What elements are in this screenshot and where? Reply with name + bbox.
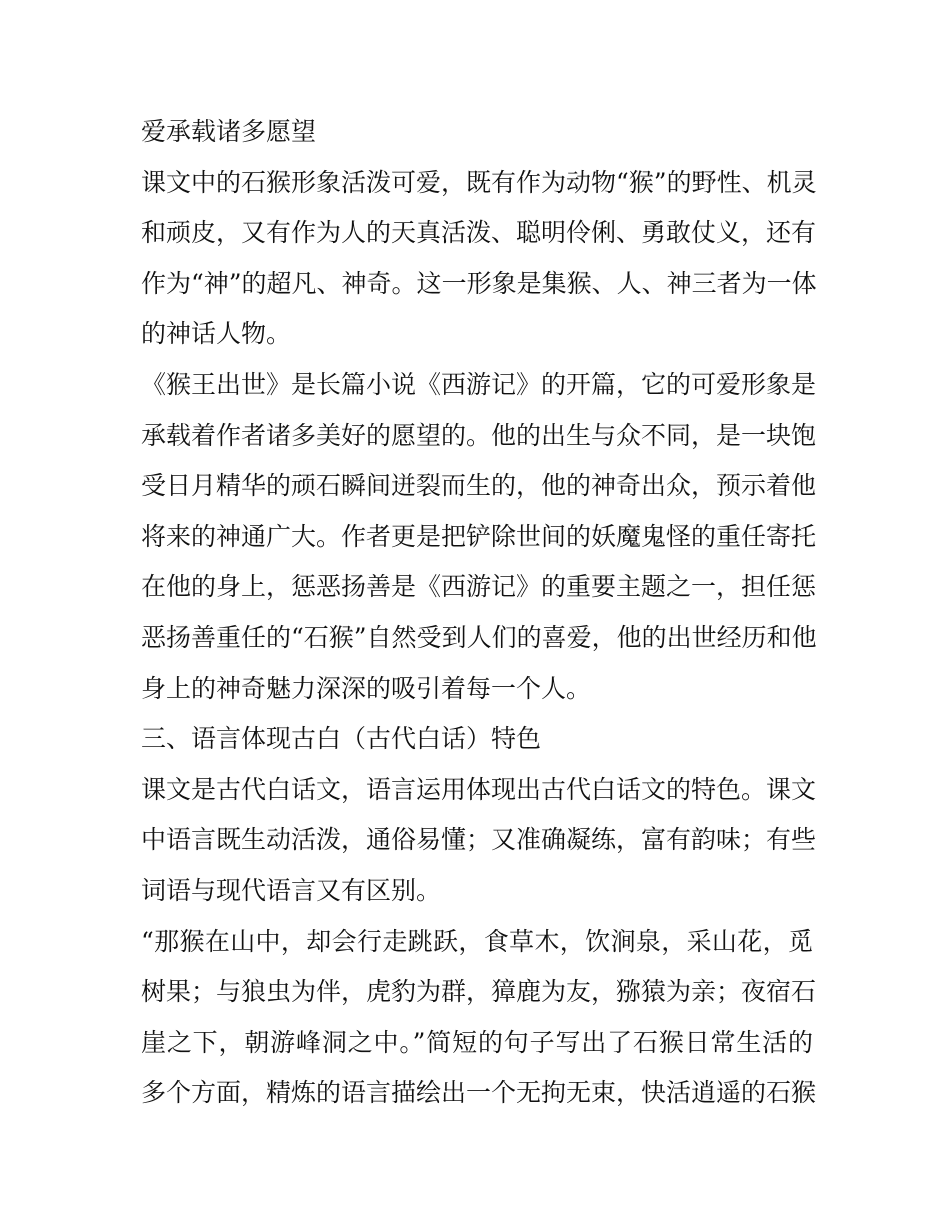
- text-line: “那猴在山中，却会行走跳跃，食草木，饮涧泉，采山花，觅: [141, 926, 813, 956]
- text-line: 在他的身上，惩恶扬善是《西游记》的重要主题之一，担任惩: [141, 572, 817, 602]
- text-line: 的神话人物。: [141, 319, 292, 349]
- text-line: 和顽皮，又有作为人的天真活泼、聪明伶俐、勇敢仗义，还有: [141, 218, 817, 248]
- text-line: 爱承载诸多愿望: [141, 117, 317, 146]
- text-line: 课文是古代白话文，语言运用体现出古代白话文的特色。课文: [141, 774, 817, 804]
- text-line: 承载着作者诸多美好的愿望的。他的出生与众不同，是一块饱: [141, 420, 817, 450]
- text-line: 恶扬善重任的“石猴”自然受到人们的喜爱，他的出世经历和他: [141, 622, 817, 652]
- text-line: 多个方面，精炼的语言描绘出一个无拘无束，快活逍遥的石猴: [141, 1078, 817, 1108]
- text-line: 树果；与狼虫为伴，虎豹为群，獐鹿为友，猕猿为亲；夜宿石: [141, 977, 817, 1007]
- text-line: 身上的神奇魅力深深的吸引着每一个人。: [141, 673, 592, 703]
- text-line: 作为“神”的超凡、神奇。这一形象是集猴、人、神三者为一体: [141, 268, 817, 298]
- text-line: 课文中的石猴形象活泼可爱，既有作为动物“猴”的野性、机灵: [141, 167, 817, 197]
- text-line: 将来的神通广大。作者更是把铲除世间的妖魔鬼怪的重任寄托: [141, 521, 817, 551]
- text-line: 受日月精华的顽石瞬间迸裂而生的，他的神奇出众，预示着他: [141, 471, 817, 501]
- text-line: 词语与现代语言又有区别。: [141, 875, 442, 905]
- text-line: 崖之下，朝游峰洞之中。”简短的句子写出了石猴日常生活的: [141, 1027, 813, 1057]
- text-line: 《猴王出世》是长篇小说《西游记》的开篇，它的可爱形象是: [141, 369, 817, 399]
- body-text: [141, 107, 817, 1119]
- text-line: 三、语言体现古白（古代白话）特色: [141, 724, 542, 754]
- text-line: 中语言既生动活泼，通俗易懂；又准确凝练，富有韵味；有些: [141, 825, 817, 855]
